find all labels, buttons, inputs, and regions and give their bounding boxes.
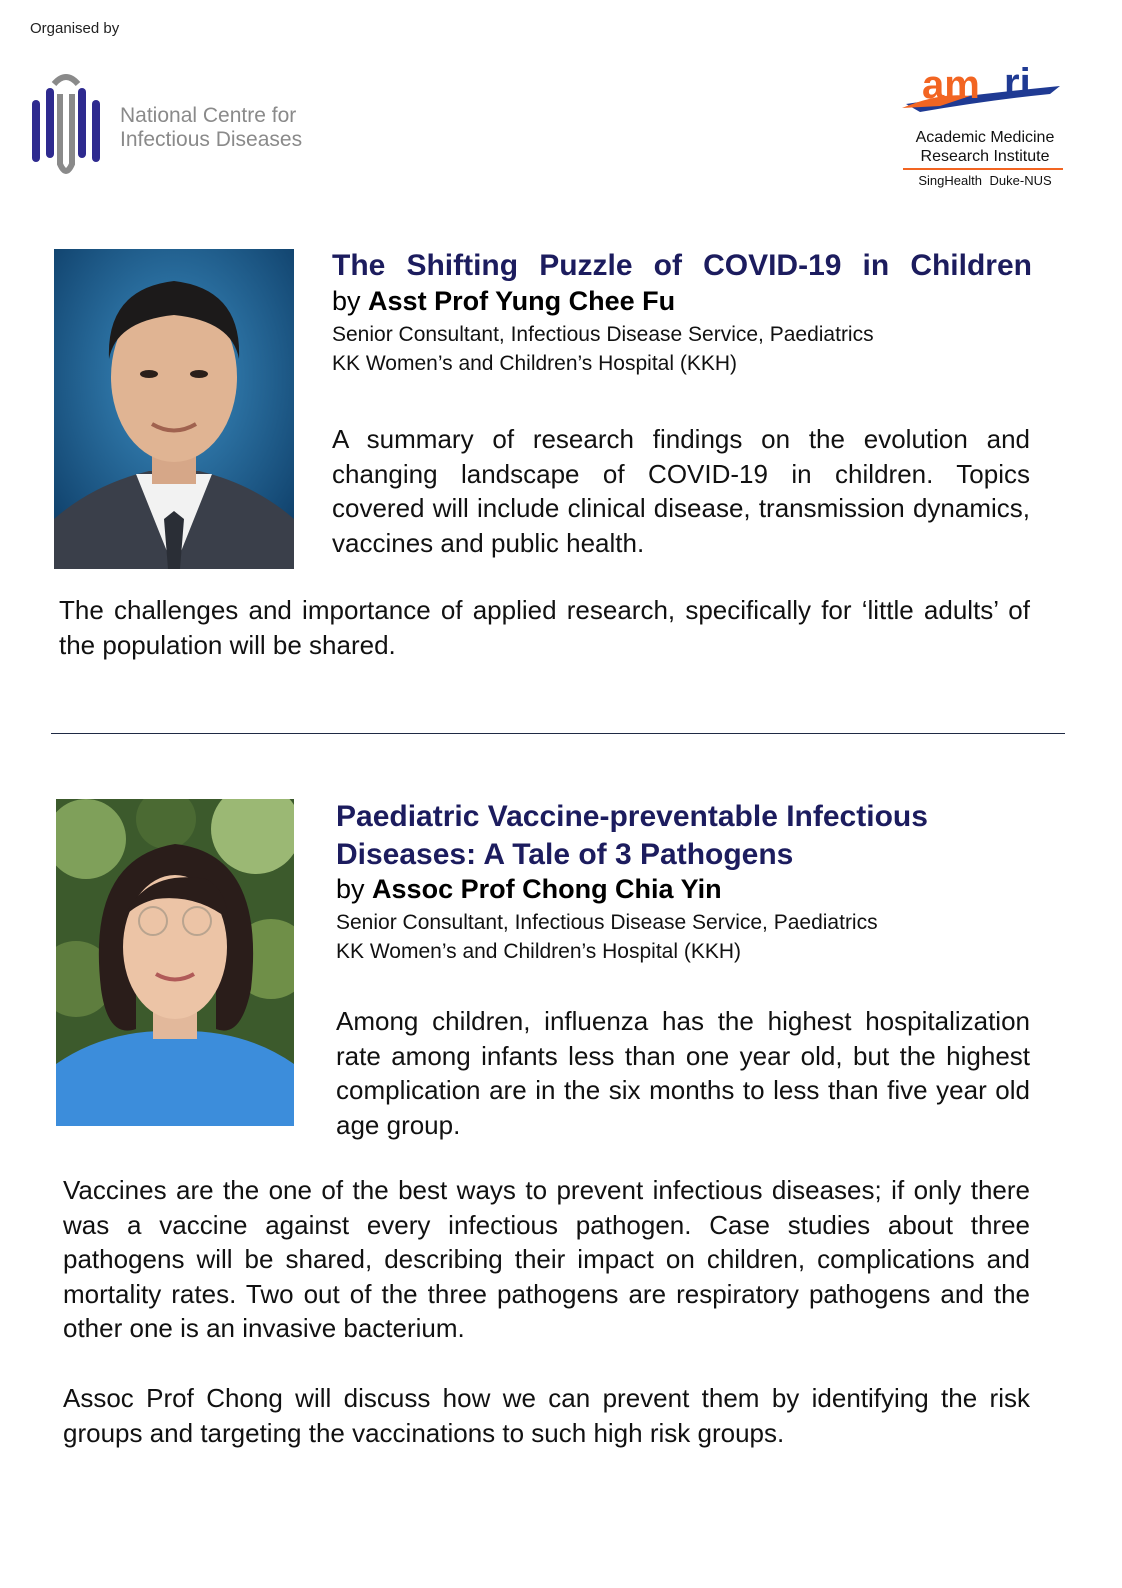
section-divider — [51, 733, 1065, 734]
talk2-title — [336, 798, 928, 874]
amri-name-line1: Academic Medicine — [915, 129, 1055, 146]
speaker-photo-yung — [54, 249, 294, 569]
talk1-role: Senior Consultant, Infectious Disease Service, Paediatrics — [332, 323, 874, 346]
talk2-title-line2: Diseases: A Tale of 3 Pathogens — [336, 838, 794, 871]
talk1-title: The Shifting Puzzle of COVID-19 in Children — [332, 249, 1032, 282]
talk2-byline — [336, 874, 722, 905]
talk2-speaker: Assoc Prof Chong Chia Yin — [372, 874, 722, 904]
svg-text:am: am — [922, 63, 980, 107]
ncid-line1: National Centre for — [120, 104, 297, 127]
organised-by-label: Organised by — [30, 20, 120, 37]
amri-name-line2: Research Institute — [920, 148, 1050, 165]
svg-text:ri: ri — [1004, 61, 1031, 105]
talk1-speaker: Asst Prof Yung Chee Fu — [368, 286, 676, 316]
amri-orange-rule — [903, 168, 1063, 170]
amri-logo-icon — [900, 56, 1070, 116]
speaker-photo-chong — [56, 799, 294, 1126]
talk1-hospital: KK Women’s and Children’s Hospital (KKH) — [332, 352, 738, 375]
talk2-role: Senior Consultant, Infectious Disease Service, Paediatrics — [336, 911, 878, 934]
talk2-hospital: KK Women’s and Children’s Hospital (KKH) — [336, 940, 742, 963]
ncid-logo-icon — [30, 72, 102, 182]
talk2-paragraph-1: Among children, influenza has the highest hospitalization rate among infants less than one year old, but the highest complication are in the six months to less than five year old age group. — [336, 1006, 1030, 1140]
talk1-paragraph-2: The challenges and importance of applied research, specifically for ‘little adults’ of the population will be shared. — [59, 595, 1030, 660]
talk2-title-line1: Paediatric Vaccine-preventable Infectious — [336, 800, 928, 833]
amri-partners: SingHealth Duke-NUS — [918, 173, 1052, 188]
talk1-paragraph-1: A summary of research findings on the evolution and changing landscape of COVID-19 in children. Topics covered will include clinical disease, transmission dynamics, vaccines and public health. — [332, 424, 1030, 558]
ncid-line2: Infectious Diseases — [120, 128, 303, 151]
talk2-paragraph-2: Vaccines are the one of the best ways to prevent infectious diseases; if only there was a vaccine against every infectious pathogen. Case studies about three pathogens will be shared, describing their impact on children, complications and mortality rates. Two out of the three pathogens are respiratory pathogens and the other one is an invasive bacterium. — [63, 1175, 1030, 1343]
talk1-byline — [332, 286, 675, 317]
ncid-name — [120, 104, 302, 152]
talk2-paragraph-3: Assoc Prof Chong will discuss how we can prevent them by identifying the risk groups and targeting the vaccinations to such high risk groups. — [63, 1383, 1030, 1448]
talk1-by: by — [332, 286, 361, 316]
talk2-by: by — [336, 874, 365, 904]
